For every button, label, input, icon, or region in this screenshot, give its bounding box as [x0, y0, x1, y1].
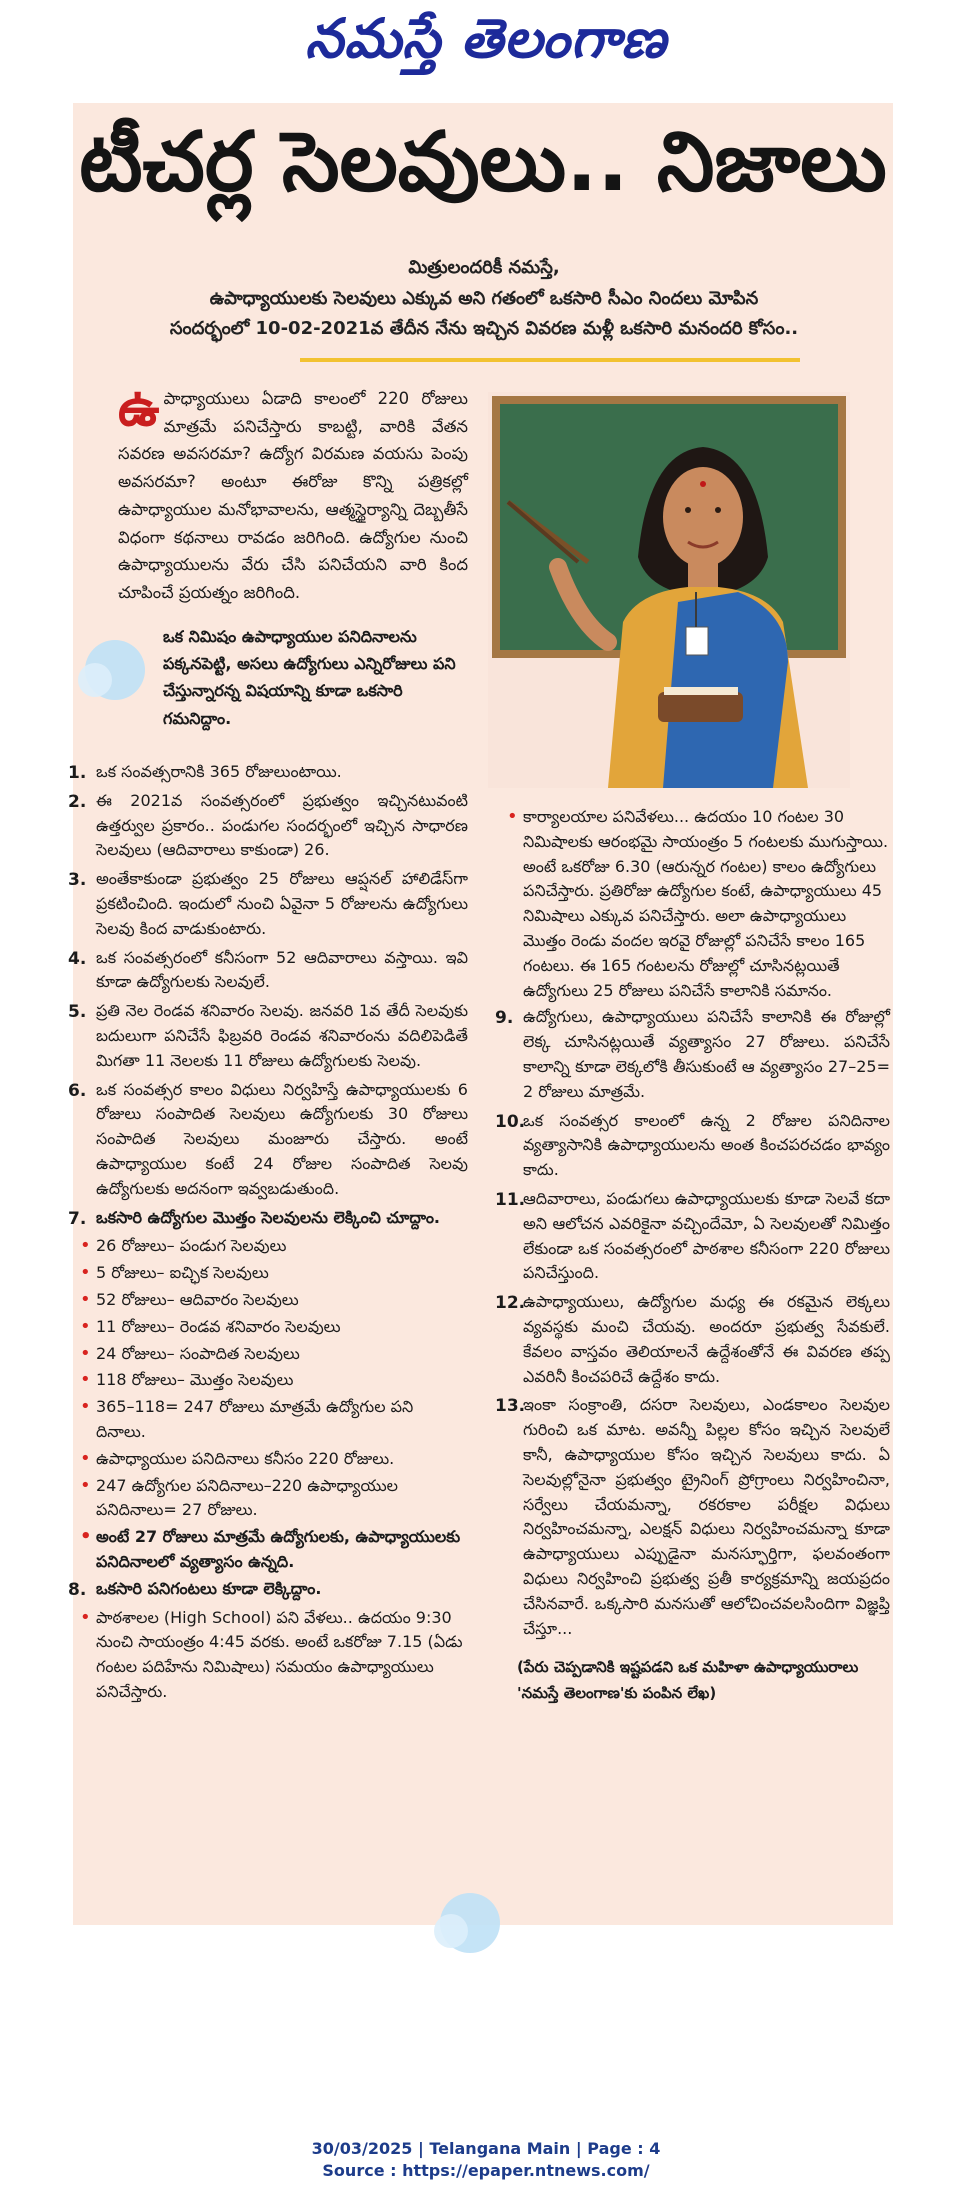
list-item [495, 1290, 890, 1389]
masthead-logo: నమస్తే తెలంగాణ [305, 6, 667, 70]
bullet-item: • 5 రోజులు– ఐచ్ఛిక సెలవులు [68, 1261, 468, 1286]
page-footer [0, 2138, 972, 2181]
item-text: ఒకసారి ఉద్యోగుల మొత్తం సెలవులను లెక్కించి చూద్దాం. [96, 1207, 441, 1227]
lead-paragraph [118, 378, 468, 607]
item-number: 13. [495, 1396, 526, 1417]
intro-block [100, 253, 868, 345]
item-text: ఒక సంవత్సర కాలంలో ఉన్న 2 రోజుల పనిదినాల వ్యత్యాసానికి ఉపాధ్యాయులను అంత కించపరచడం భావ్యం కాదు. [523, 1110, 890, 1180]
item-number: 3. [68, 870, 87, 891]
list-item [68, 1577, 468, 1602]
teacher-illustration [488, 392, 850, 788]
item-number: 6. [68, 1080, 87, 1101]
bullet-item: • 11 రోజులు– రెండవ శనివారం సెలవులు [68, 1315, 468, 1340]
intro-line: ఉపాధ్యాయులకు సెలవులు ఎక్కువ అని గతంలో ఒకసారి సీఎం నిందలు మోపిన [209, 287, 759, 309]
item-text: ఒక సంవత్సరానికి 365 రోజులుంటాయి. [96, 762, 342, 781]
list-item [495, 1393, 890, 1641]
bubble-decoration [434, 1914, 468, 1948]
item-number: 1. [68, 763, 87, 783]
bullet-item: • 118 రోజులు– మొత్తం సెలవులు [68, 1368, 468, 1393]
bullet-item: • ఉపాధ్యాయుల పనిదినాలు కనీసం 220 రోజులు. [68, 1447, 468, 1472]
item-number: 5. [68, 1002, 87, 1023]
item-text: ఇంకా సంక్రాంతి, దసరా సెలవులు, ఎండకాలం సెలవుల గురించి ఒక మాట. అవన్నీ పిల్లల కోసం ఇచ్చిన సెలవులే కానీ, ఉపాధ్యాయుల కోసం ఇచ్చిన సెలవులు కాదు. ఏ సెలవుల్లోనైనా ప్రభుత్వం ట్రైనింగ్ ప్రోగ్రాంలు నిర్వహించినా, సర్వేలు చేయమన్నా, రకరకాల పరీక్షల విధులు నిర్వహించమన్నా, ఎలక్షన్ విధులు నిర్వహించమన్నా కూడా ఉపాధ్యాయులు ఎప్పుడైనా మనస్ఫూర్తిగా, ఫలవంతంగా విధులు నిర్వహించి ప్రభుత్వ ప్రతీ కార్యక్రమాన్ని జయప్రదం చేసినవారే. ఒక్కసారి మనసుతో ఆలోచించవలసిందిగా విజ్ఞప్తి చేస్తూ... [523, 1395, 890, 1638]
item-text: ఉద్యోగులు, ఉపాధ్యాయులు పనిచేసే కాలానికి ఈ రోజుల్లో లెక్క చూసినట్లయితే వ్యత్యాసం 27 రోజులు. పనిచేసే కాలాన్ని కూడా లెక్కలోకి తీసుకుంటే ఆ వ్యత్యాసం 27–25= 2 రోజులు మాత్రమే. [523, 1007, 890, 1101]
item-text: అంతేకాకుండా ప్రభుత్వం 25 రోజులు ఆప్షనల్ హాలిడేస్‌గా ప్రకటించింది. ఇందులో నుంచి ఏవైనా 5 రోజులను ఉద్యోగులు సెలవు కింద వాడుకుంటారు. [96, 869, 468, 938]
right-column-list [495, 805, 890, 1706]
footer-edition: 30/03/2025 | Telangana Main | Page : 4 [311, 2139, 661, 2158]
list-item [68, 867, 468, 941]
item-text: ప్రతి నెల రెండవ శనివారం సెలవు. జనవరి 1వ తేదీ సెలవుకు బదులుగా పనిచేసే ఫిబ్రవరి రెండవ శనివారంను వదిలిపెడితే మిగతా 11 నెలలకు 11 రోజులు ఉద్యోగులకు సెలవు. [96, 1001, 468, 1070]
list-item [495, 1109, 890, 1183]
list-item [68, 789, 468, 863]
list-item [68, 999, 468, 1073]
footer-source: Source : https://epaper.ntnews.com/ [322, 2160, 650, 2180]
item-text: ఆదివారాలు, పండుగలు ఉపాధ్యాయులకు కూడా సెలవే కదా అని ఆలోచన ఎవరికైనా వచ్చిందేమో, ఏ సెలవులతో నిమిత్తం లేకుండా ఒక సంవత్సరంలో పాఠశాల కనీసంగా 220 రోజులు పనిచేస్తుంది. [523, 1188, 890, 1283]
list-item [495, 1005, 890, 1104]
intro-line: సందర్భంలో 10-02-2021వ తేదీన నేను ఇచ్చిన వివరణ మళ్లీ ఒకసారి మనందరి కోసం.. [169, 318, 799, 340]
item-text: ఒక సంవత్సరంలో కనీసంగా 52 ఆదివారాలు వస్తాయి. ఇవి కూడా ఉద్యోగులకు సెలవులే. [96, 947, 468, 992]
item-number: 12. [495, 1293, 526, 1314]
item-number: 2. [68, 791, 87, 812]
item-number: 9. [495, 1008, 514, 1029]
bullet-item: • 52 రోజులు– ఆదివారం సెలవులు [68, 1288, 468, 1313]
letter-signature: (పేరు చెప్పడానికి ఇష్టపడని ఒక మహిళా ఉపాధ్యాయురాలు 'నమస్తే తెలంగాణ'కు పంపిన లేఖ) [517, 1658, 859, 1702]
bubble-decoration [78, 663, 112, 697]
bullet-item: • కార్యాలయాల పనివేళలు... ఉదయం 10 గంటల 30 నిమిషాలకు ఆరంభమై సాయంత్రం 5 గంటలకు ముగుస్తాయి. అంటే ఒకరోజు 6.30 (ఆరున్నర గంటల) కాలం ఉద్యోగులు పనిచేస్తారు. ప్రతిరోజు ఉద్యోగుల కంటే, ఉపాధ్యాయులు 45 నిమిషాలు ఎక్కువ పనిచేస్తారు. అలా ఉపాధ్యాయులు మొత్తం రెండు వందల ఇరవై రోజుల్లో పనిచేసే కాలం 165 గంటలు. ఈ 165 గంటలను రోజుల్లో చూసినట్లయితే ఉద్యోగులు 25 రోజులు పనిచేసే కాలానికి సమానం. [495, 805, 890, 1003]
item-number: 10. [495, 1111, 526, 1132]
article-headline: టీచర్ల సెలవులు.. నిజాలు [79, 115, 887, 210]
teacher-illustration-art [488, 392, 850, 788]
intro-line: మిత్రులందరికీ నమస్తే, [408, 257, 560, 278]
item-text: ఒకసారి పనిగంటలు కూడా లెక్కిద్దాం. [96, 1578, 322, 1598]
drop-cap: ఉ [118, 378, 160, 438]
list-item [68, 760, 468, 785]
bullet-item: • 26 రోజులు– పండుగ సెలవులు [68, 1234, 468, 1259]
bullet-item: • అంటే 27 రోజులు మాత్రమే ఉద్యోగులకు, ఉపాధ్యాయులకు పనిదినాలలో వ్యత్యాసం ఉన్నది. [68, 1525, 468, 1575]
callout-text: ఒక నిమిషం ఉపాధ్యాయుల పనిదినాలను పక్కనపెట్టి, అసలు ఉద్యోగులు ఎన్నిరోజులు పని చేస్తున్నారన్న విషయాన్ని కూడా ఒకసారి గమనిద్దాం. [163, 627, 456, 728]
list-item [68, 946, 468, 996]
item-number: 4. [68, 948, 87, 969]
bullet-item: • 247 ఉద్యోగుల పనిదినాలు–220 ఉపాధ్యాయుల పనిదినాలు= 27 రోజులు. [68, 1474, 468, 1524]
item-text: ఒక సంవత్సర కాలం విధులు నిర్వహిస్తే ఉపాధ్యాయులకు 6 రోజులు సంపాదిత సెలవులు ఉద్యోగులకు 30 రోజులు సంపాదిత సెలవులు మంజూరు చేస్తారు. అంటే ఉపాధ్యాయుల కంటే 24 రోజుల సంపాదిత సెలవు ఉద్యోగులకు అదనంగా ఇవ్వబడుతుంది. [96, 1079, 468, 1198]
intro-underline [300, 358, 800, 362]
bullet-item: • 24 రోజులు– సంపాదిత సెలవులు [68, 1342, 468, 1367]
item-number: 8. [68, 1579, 87, 1600]
item-text: ఈ 2021వ సంవత్సరంలో ప్రభుత్వం ఇచ్చినటువంటి ఉత్తర్వుల ప్రకారం.. పండుగల సందర్భంలో ఇచ్చిన సాధారణ సెలవులు (ఆదివారాలు కాకుండా) 26. [96, 790, 468, 860]
bullet-item: • పాఠశాలల (High School) పని వేళలు.. ఉదయం 9:30 నుంచి సాయంత్రం 4:45 వరకు. అంటే ఒకరోజు 7.15 (ఏడు గంటల పదిహేను నిమిషాలు) సమయం ఉపాధ్యాయులు పనిచేస్తారు. [68, 1606, 468, 1705]
bullet-item: • 365–118= 247 రోజులు మాత్రమే ఉద్యోగుల పని దినాలు. [68, 1395, 468, 1445]
item-number: 11. [495, 1189, 526, 1210]
left-column-list [68, 760, 468, 1707]
list-item [68, 1206, 468, 1231]
item-text: ఉపాధ్యాయులు, ఉద్యోగుల మధ్య ఈ రకమైన లెక్కలు వ్యవస్థకు మంచి చేయవు. అందరూ ప్రభుత్వ సేవకులే. కేవలం వాస్తవం తెలియాలనే ఉద్దేశంతోనే ఈ వివరణ తప్ప ఎవరినీ కించపరిచే ఉద్దేశం కాదు. [523, 1292, 890, 1386]
list-item [495, 1187, 890, 1286]
lead-text: పాధ్యాయులు ఏడాది కాలంలో 220 రోజులు మాత్రమే పనిచేస్తారు కాబట్టి, వారికి వేతన సవరణ అవసరమా? ఉద్యోగ విరమణ వయసు పెంపు అవసరమా? అంటూ ఈరోజు కొన్ని పత్రికల్లో ఉపాధ్యాయుల మనోభావాలను, ఆత్మస్థైర్యాన్ని దెబ్బతీసే విధంగా కథనాలు రావడం జరిగింది. ఉద్యోగుల నుంచి ఉపాధ్యాయులను వేరు చేసి పనిచేయని వారి కింద చూపించే ప్రయత్నం జరిగింది. [118, 389, 468, 603]
item-number: 7. [68, 1208, 87, 1229]
list-item [68, 1078, 468, 1202]
